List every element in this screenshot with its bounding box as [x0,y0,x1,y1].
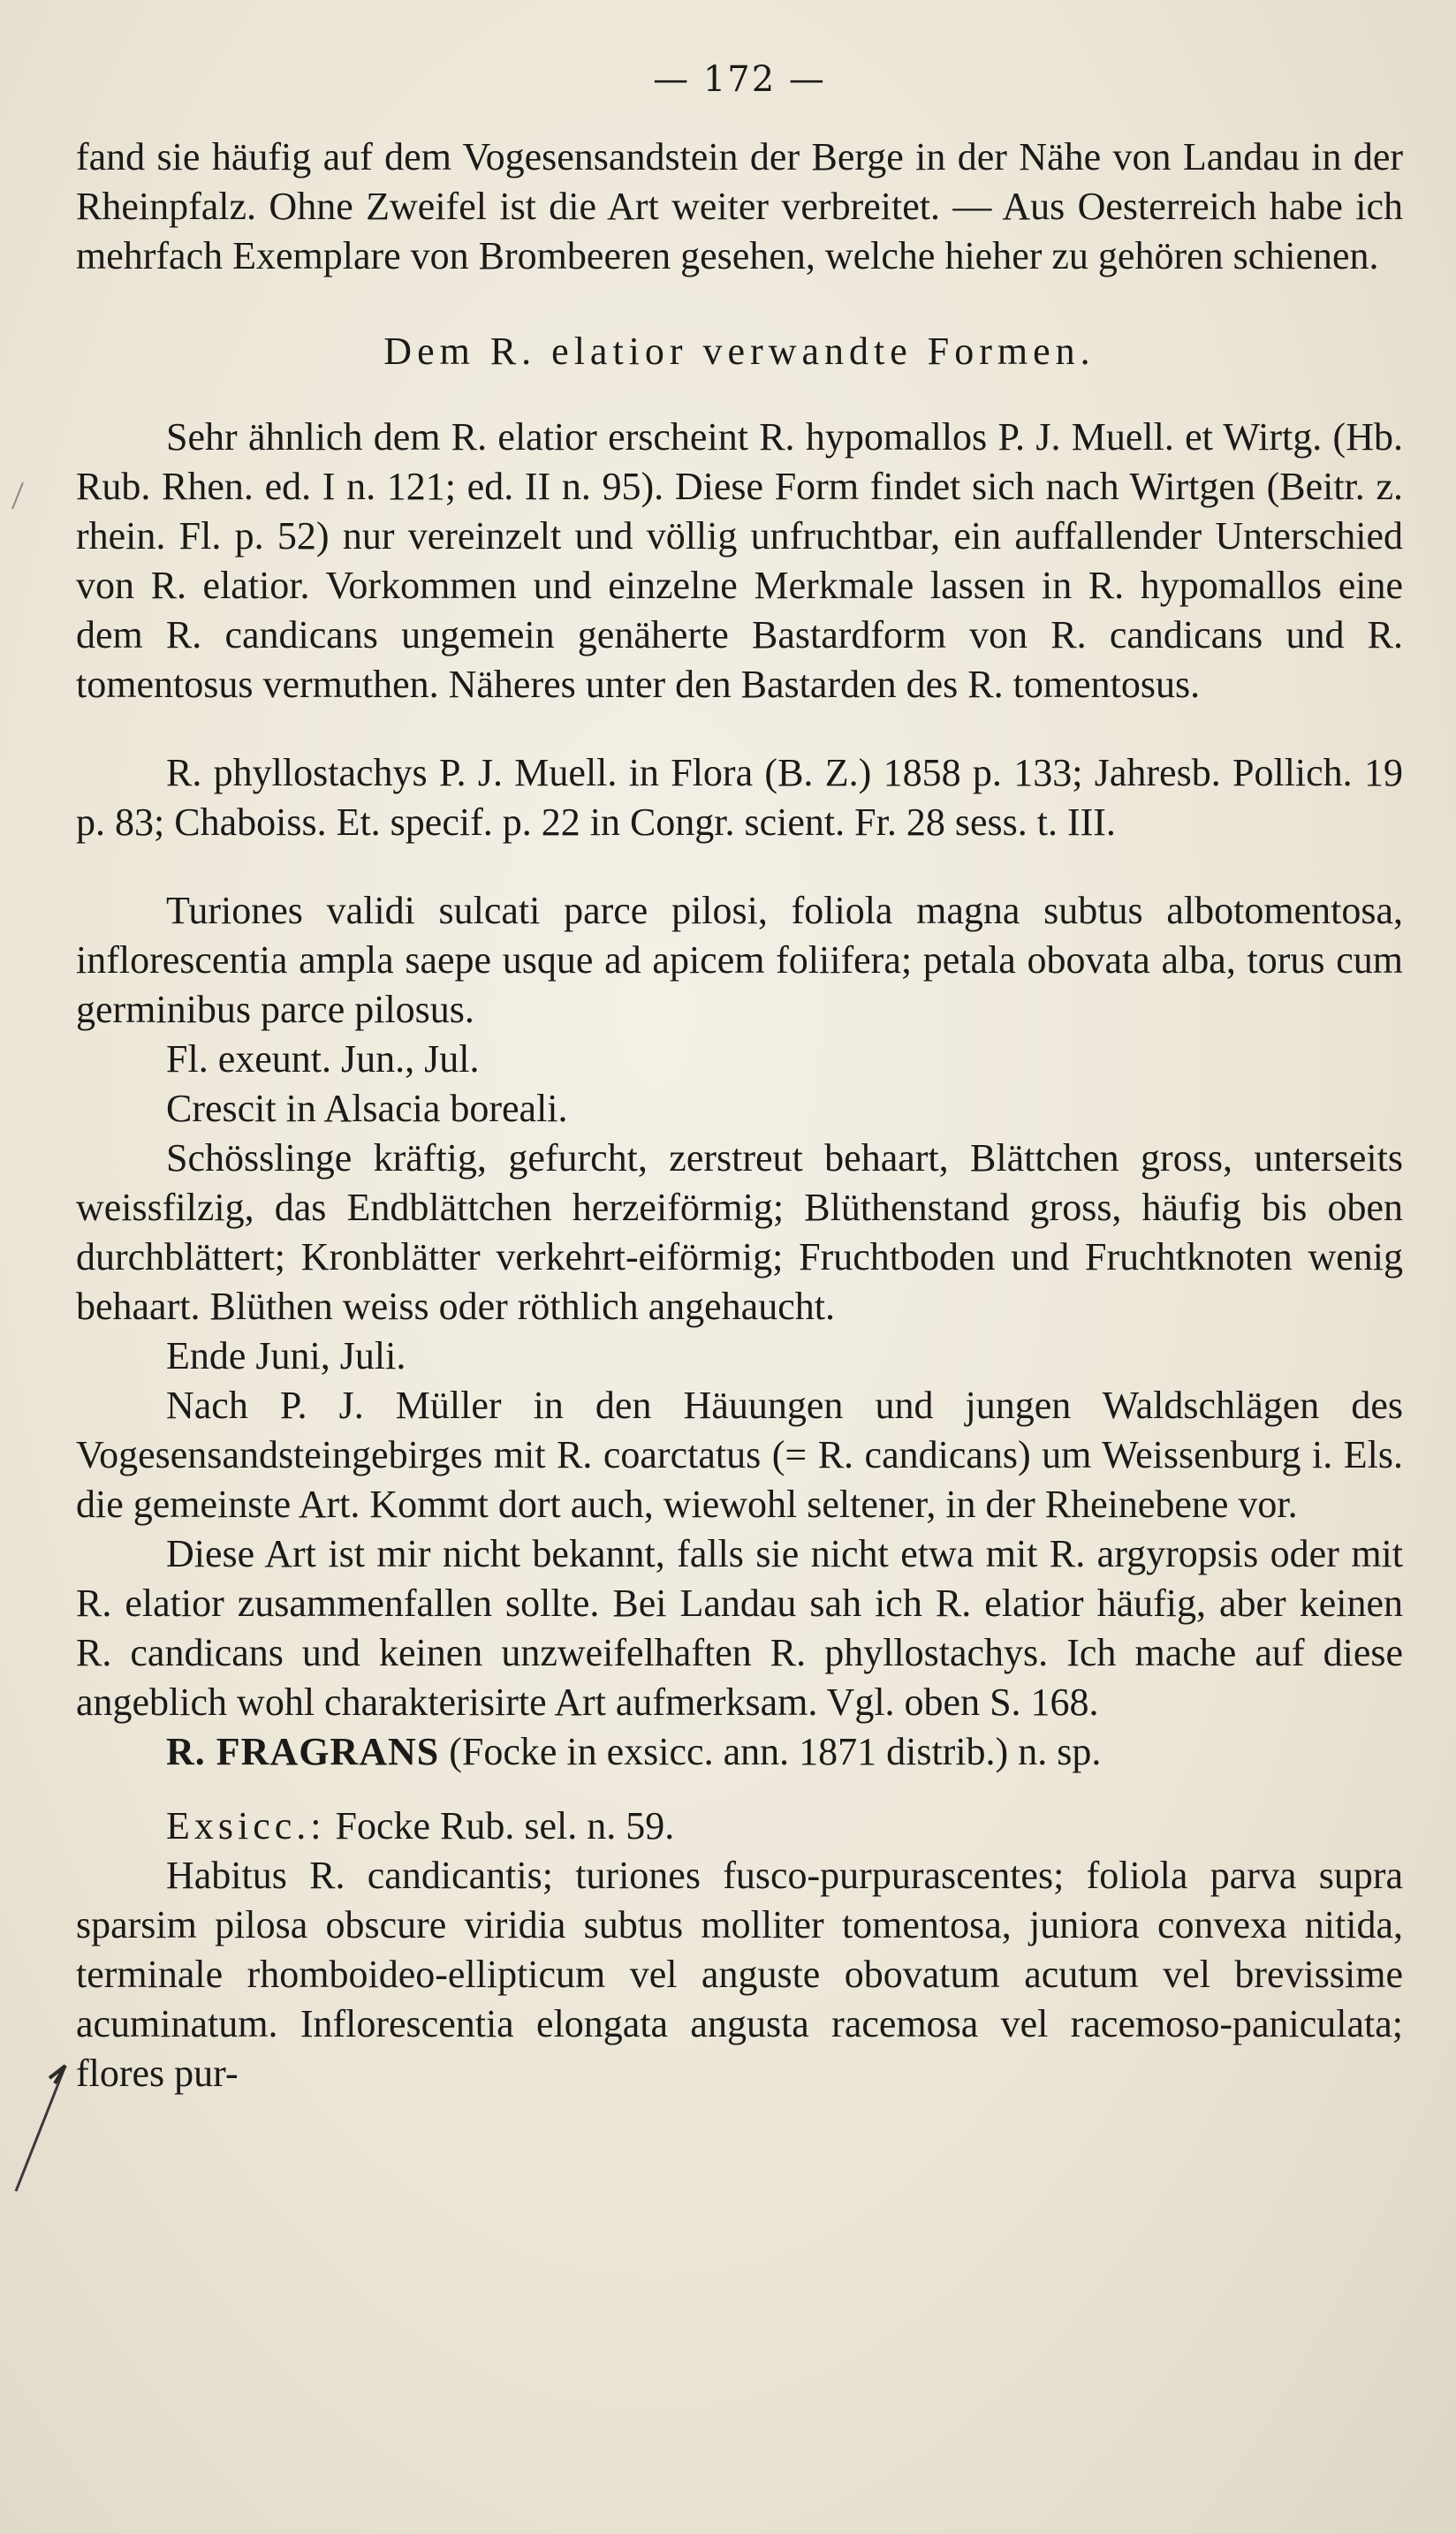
phyllostachys-flowering-german: Ende Juni, Juli. [166,1334,406,1377]
page-number: — 172 — [653,59,826,100]
pencil-margin-mark-icon [11,2059,72,2235]
phyllostachys-distribution: Nach P. J. Müller in den Häuungen und jungen Waldschlägen des Vogesensandsteingebirges mit R. coarctatus (= R. candicans) um Weissenburg i. Els. die gemeinste Art. Kommt dort auch, wiewohl seltener, in der Rheinebene vor. [76,1384,1403,1526]
fragrans-name: R. FRAGRANS [166,1730,440,1773]
pencil-tick-mark-icon [11,477,72,512]
fragrans-exsiccata [76,1802,1403,1851]
phyllostachys-remark: Diese Art ist mir nicht bekannt, falls sie nicht etwa mit R. argyropsis oder mit R. elatior zusammenfallen sollte. Bei Landau sah ich R. elatior häufig, aber keinen R. candicans und keinen unzweifelhaften R. phyllostachys. Ich mache auf diese angeblich wohl charakterisirte Art aufmerksam. Vgl. oben S. 168. [76,1532,1403,1724]
fragrans-authority: (Focke in exsicc. ann. 1871 distrib.) n. sp. [449,1730,1102,1773]
phyllostachys-german-description: Schösslinge kräftig, gefurcht, zerstreut behaart, Blättchen gross, unterseits weissfilzig, das Endblättchen herzeiförmig; Blüthenstand gross, häufig bis oben durchblättert; Kronblätter verkehrt-eiförmig; Fruchtboden und Fruchtknoten wenig behaart. Blüthen weiss oder röthlich angehaucht. [76,1136,1403,1328]
phyllostachys-flowering-latin: Fl. exeunt. Jun., Jul. [166,1037,480,1081]
hypomallos-paragraph: Sehr ähnlich dem R. elatior erscheint R. hypomallos P. J. Muell. et Wirtg. (Hb. Rub. Rhen. ed. I n. 121; ed. II n. 95). Diese Form findet sich nach Wirtgen (Beitr. z. rhein. Fl. p. 52) nur vereinzelt und völlig unfruchtbar, ein auffallender Unterschied von R. elatior. Vorkommen und einzelne Merkmale lassen in R. hypomallos eine dem R. candicans ungemein genäherte Bastardform von R. candicans und R. tomentosus vermuthen. Näheres unter den Bastarden des R. tomentosus. [76,415,1403,706]
fragrans-heading [76,1727,1403,1777]
phyllostachys-citation: R. phyllostachys P. J. Muell. in Flora (B. Z.) 1858 p. 133; Jahresb. Pollich. 19 p. 83; Chaboiss. Et. specif. p. 22 in Congr. scient. Fr. 28 sess. t. III. [76,751,1403,844]
fragrans-description: Habitus R. candicantis; turiones fusco-purpurascentes; foliola parva supra sparsim pilosa obscure viridia subtus molliter tomentosa, juniora convexa nitida, terminale rhomboideo-ellipticum vel anguste obovatum acutum vel brevissime acuminatum. Inflorescentia elongata angusta racemosa vel racemoso-paniculata; flores pur- [76,1854,1403,2095]
intro-paragraph: fand sie häufig auf dem Vogesensandstein der Berge in der Nähe von Landau in der Rheinpfalz. Ohne Zweifel ist die Art weiter verbreitet. — Aus Oesterreich habe ich mehrfach Exemplare von Brombeeren gesehen, welche hieher zu gehören schienen. [76,135,1403,277]
fragrans-exsicc-text: Focke Rub. sel. n. 59. [335,1804,675,1847]
fragrans-exsicc-label: Exsicc.: [166,1804,326,1847]
phyllostachys-latin-description: Turiones validi sulcati parce pilosi, foliola magna subtus albotomentosa, inflorescentia ampla saepe usque ad apicem foliifera; petala obovata alba, torus cum germinibus parce pilosus. [76,889,1403,1031]
section-heading: Dem R. elatior verwandte Formen. [383,330,1096,373]
phyllostachys-habitat-latin: Crescit in Alsacia boreali. [166,1087,568,1130]
